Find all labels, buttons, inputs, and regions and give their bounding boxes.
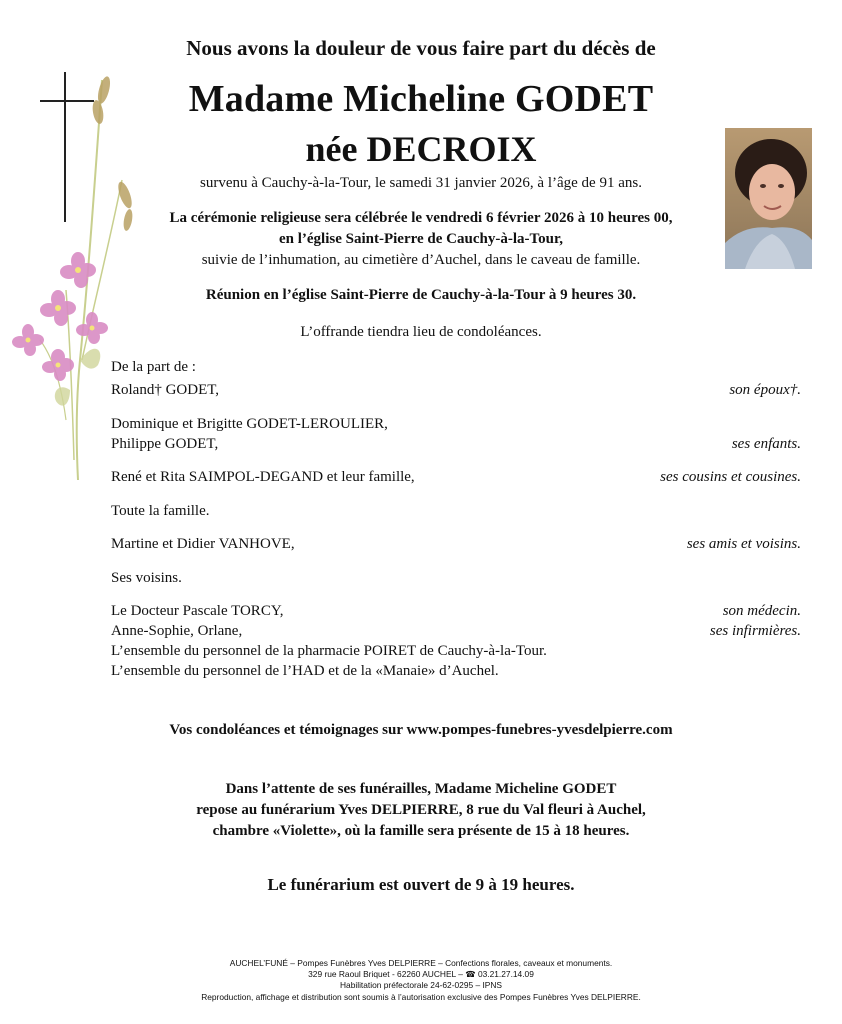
deceased-name: Madame Micheline GODET: [188, 78, 654, 120]
children-line-2: Philippe GODET,: [111, 436, 219, 452]
children-line-1: Dominique et Brigitte GODET-LEROULIER,: [111, 416, 388, 432]
friends-name: Martine et Didier VANHOVE,: [111, 536, 295, 552]
friends-relation: ses amis et voisins.: [686, 536, 801, 552]
nurses-relation: ses infirmières.: [709, 623, 801, 639]
telephone-icon: ☎: [465, 969, 476, 979]
footer-line-3: Habilitation préfectorale 24-62-0295 – IPNS: [339, 980, 502, 990]
death-info: survenu à Cauchy-à-la-Tour, le samedi 31 janvier 2026, à l’âge de 91 ans.: [200, 175, 642, 191]
spouse-relation: son époux†.: [729, 382, 801, 398]
condolences-line: Vos condoléances et témoignages sur www.pompes-funebres-yvesdelpierre.com: [169, 722, 673, 738]
doctor-name: Le Docteur Pascale TORCY,: [111, 603, 284, 619]
all-family: Toute la famille.: [111, 503, 210, 519]
ceremony-line-1: La cérémonie religieuse sera célébrée le vendredi 6 février 2026 à 10 heures 00,: [169, 210, 673, 226]
neighbors: Ses voisins.: [111, 570, 182, 586]
footer-line-4: Reproduction, affichage et distribution sont soumis à l’autorisation exclusive des Pompes Funèbres Yves DELPIERRE.: [201, 992, 641, 1002]
footer-address: 329 rue Raoul Briquet - 62260 AUCHEL –: [308, 969, 463, 979]
children-relation: ses enfants.: [731, 436, 801, 452]
offering-line: L’offrande tiendra lieu de condoléances.: [300, 324, 542, 340]
family-intro: De la part de :: [111, 359, 196, 375]
had-staff: L’ensemble du personnel de l’HAD et de la «Manaie» d’Auchel.: [111, 663, 499, 679]
funerarium-line-1: Dans l’attente de ses funérailles, Madame Micheline GODET: [225, 781, 617, 797]
footer-line-2: [0, 969, 842, 979]
cousins-relation: ses cousins et cousines.: [660, 469, 801, 485]
reunion-line: Réunion en l’église Saint-Pierre de Cauchy-à-la-Tour à 9 heures 30.: [205, 287, 637, 303]
spouse-name: Roland† GODET,: [111, 382, 220, 398]
funerarium-line-3: chambre «Violette», où la famille sera présente de 15 à 18 heures.: [212, 823, 630, 839]
cousins-name: René et Rita SAIMPOL-DEGAND et leur famille,: [111, 469, 415, 485]
ceremony-line-3: suivie de l’inhumation, au cimetière d’Auchel, dans le caveau de famille.: [201, 252, 641, 268]
opening-hours: Le funérarium est ouvert de 9 à 19 heures.: [267, 875, 575, 894]
maiden-name: née DECROIX: [305, 129, 537, 169]
doctor-relation: son médecin.: [722, 603, 801, 619]
intro-line: Nous avons la douleur de vous faire part du décès de: [186, 36, 656, 60]
ceremony-line-2: en l’église Saint-Pierre de Cauchy-à-la-Tour,: [278, 231, 563, 247]
footer-phone: 03.21.27.14.09: [477, 969, 534, 979]
funerarium-line-2: repose au funérarium Yves DELPIERRE, 8 rue du Val fleuri à Auchel,: [196, 802, 646, 818]
pharmacy-staff: L’ensemble du personnel de la pharmacie POIRET de Cauchy-à-la-Tour.: [111, 643, 547, 659]
footer-line-1: AUCHEL’FUNÉ – Pompes Funèbres Yves DELPIERRE – Confections florales, caveaux et monuments.: [229, 958, 613, 968]
nurses-name: Anne-Sophie, Orlane,: [111, 623, 243, 639]
